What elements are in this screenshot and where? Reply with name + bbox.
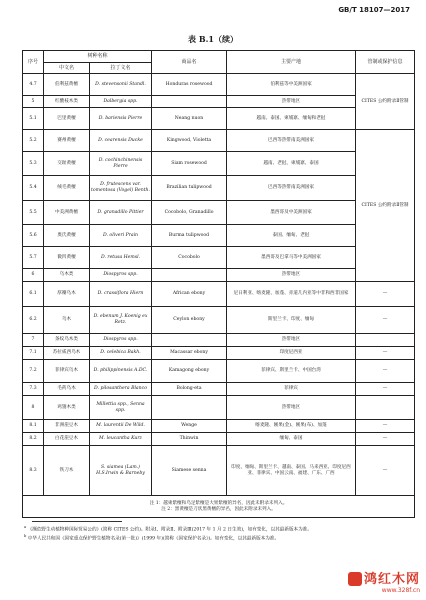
row-origin: 墨西哥及巴拿马等中美洲国家 xyxy=(227,247,356,269)
row-no: 5.1 xyxy=(23,108,44,130)
row-chinese-name: 奥氏黄檀 xyxy=(44,225,90,247)
row-no: 7.1 xyxy=(23,347,44,360)
row-trade-name xyxy=(152,269,227,282)
row-latin-name: D. oliveri Prain xyxy=(90,225,152,247)
row-latin-name: Diospyros spp. xyxy=(90,334,152,347)
row-chinese-name: 菲律宾乌木 xyxy=(44,360,90,383)
row-no: 5.6 xyxy=(23,225,44,247)
header-origin: 主要产地 xyxy=(227,51,356,74)
row-chinese-name: 铁刀木 xyxy=(44,446,90,496)
footnote-a xyxy=(24,525,416,534)
row-trade-name xyxy=(152,396,227,420)
row-chinese-name: 乌木类 xyxy=(44,269,90,282)
row-latin-name: D. cearensis Ducke xyxy=(90,130,152,152)
row-no: 8.2 xyxy=(23,433,44,446)
row-origin: 尼日利亚、喀麦隆、加蓬、赤道几内亚等中非和西非国家 xyxy=(227,282,356,307)
footnote-mark: b xyxy=(24,533,27,538)
row-no: 6 xyxy=(23,269,44,282)
header-no: 序号 xyxy=(23,51,44,74)
row-no: 8.3 xyxy=(23,446,44,496)
row-origin: 热带地区 xyxy=(227,269,356,282)
row-protection: — xyxy=(356,307,415,334)
row-origin: 巴西等热带南美洲国家 xyxy=(227,176,356,201)
table-row xyxy=(23,396,415,420)
watermark-url: www.328f.cn xyxy=(381,587,420,594)
row-origin: 泰国、缅甸、老挝 xyxy=(227,225,356,247)
row-latin-name: M. leucantha Kurz xyxy=(90,433,152,446)
footnote-text: 中华人民共和国《国家重点保护野生植物名录(第一批)》(1999 年)(简称《国家保护名录》)。如有变化，以其最新版本为准。 xyxy=(27,536,280,542)
row-trade-name: Bolong-eta xyxy=(152,383,227,396)
row-chinese-name: 条纹乌木类 xyxy=(44,334,90,347)
row-trade-name: Cocobolo xyxy=(152,247,227,269)
row-chinese-name: 绒毛黄檀 xyxy=(44,176,90,201)
row-latin-name: D. pilosanthera Blanco xyxy=(90,383,152,396)
row-latin-name: D. crassiflora Hiern xyxy=(90,282,152,307)
row-origin: 墨西哥及中美洲国家 xyxy=(227,201,356,225)
row-latin-name: D. celebica Bakh. xyxy=(90,347,152,360)
row-latin-name: S. siamea (Lam.) H.S.Irwin & Barneby xyxy=(90,446,152,496)
row-origin: 印度、缅甸、斯里兰卡、越南、泰国、马来西亚、印度尼西亚、菲律宾、中国云南、福建、广东、广西 xyxy=(227,446,356,496)
footnote-b xyxy=(24,534,416,543)
row-no: 5.4 xyxy=(23,176,44,201)
footnotes xyxy=(24,515,416,542)
row-trade-name: Ceylon ebony xyxy=(152,307,227,334)
row-latin-name: D. cochinchinensis Pierre xyxy=(90,152,152,176)
standard-code: GB/T 18107—2017 xyxy=(338,6,410,14)
row-latin-name: D. granadillo Pittier xyxy=(90,201,152,225)
row-origin: 伯利兹等中美洲国家 xyxy=(227,74,356,96)
header-latin-name: 拉丁文名 xyxy=(90,63,152,74)
row-latin-name: M. laurentii De Wild. xyxy=(90,420,152,433)
row-latin-name: Dalbergia spp. xyxy=(90,96,152,108)
row-latin-name: D. retusa Hemsl. xyxy=(90,247,152,269)
row-protection: — xyxy=(356,383,415,396)
row-chinese-name: 毛药乌木 xyxy=(44,383,90,396)
table-row xyxy=(23,420,415,433)
row-latin-name: D. frutescens var. tomentosa (Vogel) Benth. xyxy=(90,176,152,201)
footnote-mark: a xyxy=(24,525,27,529)
row-no: 8 xyxy=(23,396,44,420)
row-protection: CITES 公约附录Ⅱ管制 xyxy=(356,130,415,282)
table-row xyxy=(23,446,415,496)
row-chinese-name: 赛州黄檀 xyxy=(44,130,90,152)
header-protection: 管制或保护信息 xyxy=(356,51,415,74)
row-chinese-name: 巴里黄檀 xyxy=(44,108,90,130)
row-no: 7 xyxy=(23,334,44,347)
row-no: 5.3 xyxy=(23,152,44,176)
header-chinese-name: 中文名 xyxy=(44,63,90,74)
row-trade-name: Macassar ebony xyxy=(152,347,227,360)
row-chinese-name: 红酸枝木类 xyxy=(44,96,90,108)
row-trade-name: Burma tulipwood xyxy=(152,225,227,247)
header-species-name: 树种名称 xyxy=(44,51,152,63)
row-protection: — xyxy=(356,347,415,360)
row-protection xyxy=(356,334,415,347)
row-no: 7.3 xyxy=(23,383,44,396)
row-no: 8.1 xyxy=(23,420,44,433)
row-chinese-name: 乌木 xyxy=(44,307,90,334)
row-origin: 缅甸、泰国 xyxy=(227,433,356,446)
row-no: 6.1 xyxy=(23,282,44,307)
row-no: 5.7 xyxy=(23,247,44,269)
row-chinese-name: 鸡翅木类 xyxy=(44,396,90,420)
row-origin: 喀麦隆、刚果(金)、刚果(布)、加蓬 xyxy=(227,420,356,433)
row-origin: 热带地区 xyxy=(227,96,356,108)
row-trade-name: Thinwin xyxy=(152,433,227,446)
row-chinese-name: 苏拉威西乌木 xyxy=(44,347,90,360)
table-row xyxy=(23,334,415,347)
row-origin: 热带地区 xyxy=(227,334,356,347)
row-no: 5.2 xyxy=(23,130,44,152)
watermark-name: 鸿红木网 xyxy=(363,572,420,587)
row-origin: 斯里兰卡、印度、缅甸 xyxy=(227,307,356,334)
table-row xyxy=(23,383,415,396)
row-chinese-name: 厚瓣乌木 xyxy=(44,282,90,307)
row-trade-name: African ebony xyxy=(152,282,227,307)
row-no: 4.7 xyxy=(23,74,44,96)
row-origin: 菲律宾、斯里兰卡、中国台湾 xyxy=(227,360,356,383)
row-trade-name: Siamese senna xyxy=(152,446,227,496)
row-no: 7.2 xyxy=(23,360,44,383)
row-chinese-name: 非洲崖豆木 xyxy=(44,420,90,433)
row-latin-name: Diospyros spp. xyxy=(90,269,152,282)
table-row xyxy=(23,307,415,334)
row-trade-name: Neang nuon xyxy=(152,108,227,130)
row-origin: 越南、老挝、柬埔寨、泰国 xyxy=(227,152,356,176)
row-latin-name: D. stevensonii Standl. xyxy=(90,74,152,96)
row-latin-name: Millettia spp., Senna spp. xyxy=(90,396,152,420)
row-trade-name: Siam rosewood xyxy=(152,152,227,176)
row-protection: CITES 公约附录Ⅱ管制 xyxy=(356,74,415,130)
row-chinese-name: 中美洲黄檀 xyxy=(44,201,90,225)
row-protection: — xyxy=(356,360,415,383)
row-protection xyxy=(356,396,415,420)
row-trade-name xyxy=(152,334,227,347)
row-no: 5.5 xyxy=(23,201,44,225)
row-latin-name: D. philippinensis A.DC. xyxy=(90,360,152,383)
table-row xyxy=(23,347,415,360)
row-chinese-name: 交趾黄檀 xyxy=(44,152,90,176)
row-trade-name xyxy=(152,96,227,108)
row-trade-name: Kingwood, Violetta xyxy=(152,130,227,152)
footnote-divider xyxy=(32,521,122,522)
row-latin-name: D. ebenum J. Koenig ex Retz. xyxy=(90,307,152,334)
row-origin: 巴西等热带南美洲国家 xyxy=(227,130,356,152)
note-2: 注 2：黑黄檀是刀状黑黄檀的异名，因此未附录未列入。 xyxy=(161,506,276,512)
row-protection: — xyxy=(356,446,415,496)
row-trade-name: Kamagong ebony xyxy=(152,360,227,383)
footnote-text: 《濒危野生动植物种国际贸易公约》(简称 CITES 公约)。附录Ⅰ、附录Ⅱ、附录Ⅲ(2017 年 1 月 2 日生效)，如有变化，以其最新版本为准。 xyxy=(27,527,312,533)
row-protection: — xyxy=(356,282,415,307)
table-title: 表 B.1（续） xyxy=(188,34,238,44)
row-chinese-name: 微凹黄檀 xyxy=(44,247,90,269)
row-chinese-name: 伯利兹黄檀 xyxy=(44,74,90,96)
header-trade-name: 商品名 xyxy=(152,51,227,74)
table-row xyxy=(23,74,415,96)
table-row xyxy=(23,360,415,383)
row-origin: 越南、泰国、柬埔寨、缅甸和老挝 xyxy=(227,108,356,130)
row-trade-name: Cocobolo, Granadillo xyxy=(152,201,227,225)
row-origin: 印度尼西亚 xyxy=(227,347,356,360)
row-origin: 热带地区 xyxy=(227,396,356,420)
row-trade-name: Wenge xyxy=(152,420,227,433)
watermark xyxy=(348,568,420,594)
table-row xyxy=(23,433,415,446)
row-no: 5 xyxy=(23,96,44,108)
row-trade-name: Honduras rosewood xyxy=(152,74,227,96)
table-row xyxy=(23,130,415,152)
row-no: 6.2 xyxy=(23,307,44,334)
row-trade-name: Brazilian tulipwood xyxy=(152,176,227,201)
watermark-logo-icon xyxy=(348,572,362,586)
row-origin: 菲律宾 xyxy=(227,383,356,396)
table-row xyxy=(23,282,415,307)
row-latin-name: D. bariensis Pierre xyxy=(90,108,152,130)
row-protection: — xyxy=(356,433,415,446)
row-chinese-name: 白花崖豆木 xyxy=(44,433,90,446)
row-protection: — xyxy=(356,420,415,433)
timber-species-table xyxy=(22,50,415,518)
note-1: 注 1：越柬紫檀和乌足紫檀是大果紫檀的异名，因此未附录未列入。 xyxy=(149,500,288,506)
